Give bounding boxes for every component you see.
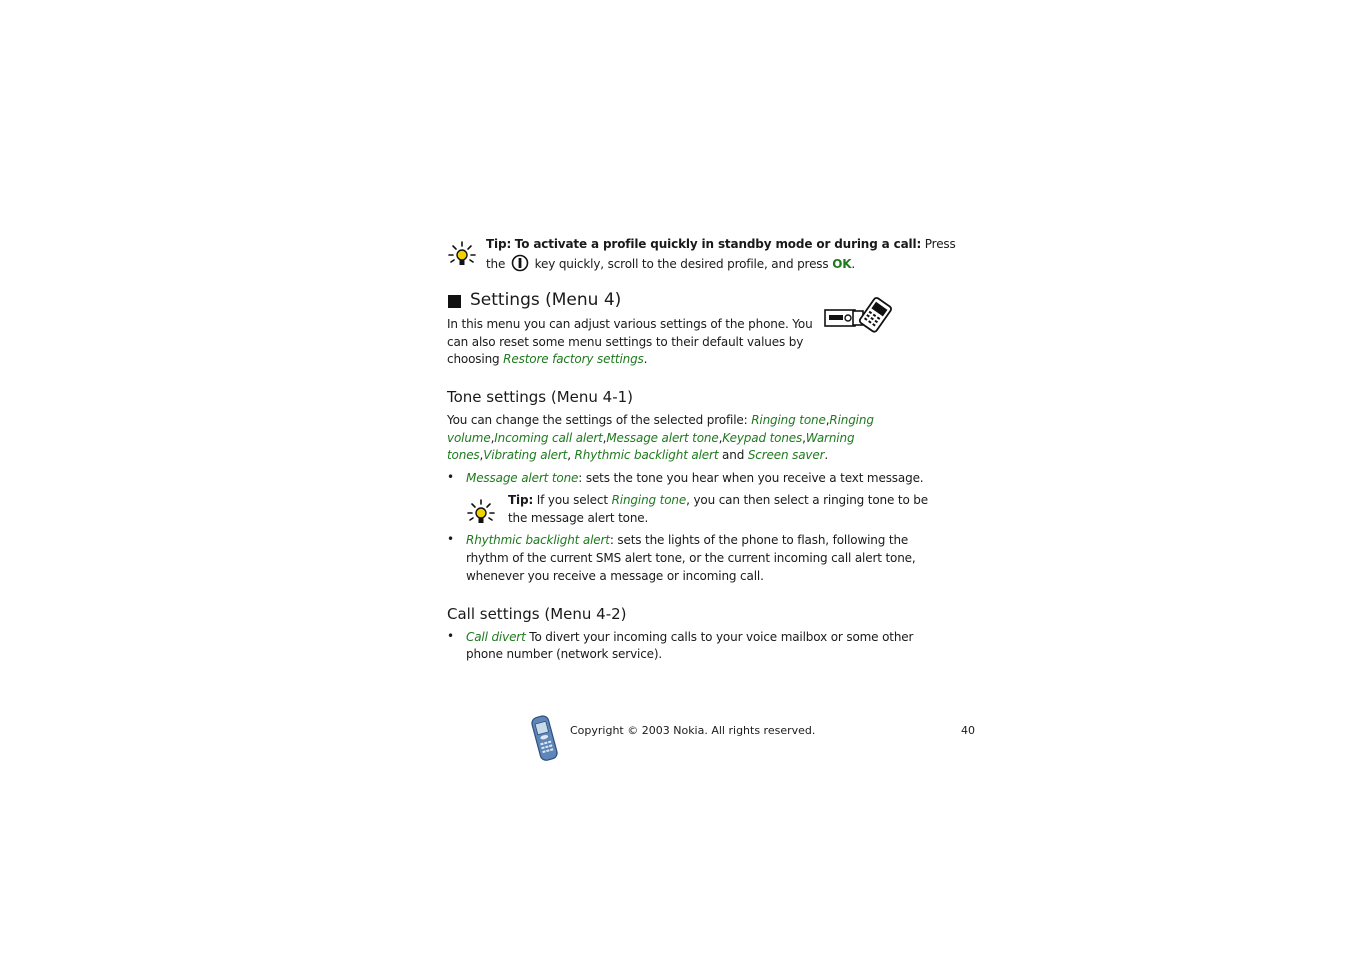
tip-1 <box>486 236 956 272</box>
list-item <box>466 532 916 588</box>
nokia-phone-icon <box>528 713 562 763</box>
list-item <box>466 470 924 488</box>
menu-term: Keypad tones <box>722 431 803 445</box>
tip-bold-text: To activate a profile quickly in standby mode or during a call: <box>514 237 922 251</box>
menu-term: Call divert <box>466 630 526 644</box>
menu-term: volume <box>447 431 491 445</box>
menu-term: tones <box>447 448 480 462</box>
menu-term: Ringing tone <box>751 413 826 427</box>
paragraph-text: and <box>718 448 748 462</box>
menu-term: Ringing <box>829 413 874 427</box>
menu-term: Ringing tone <box>611 493 687 507</box>
list-item <box>466 629 914 665</box>
list-item-text: whenever you receive a message or incoming call. <box>466 569 764 583</box>
menu-term: Message alert tone <box>606 431 719 445</box>
paragraph-text: , <box>825 413 830 427</box>
bullet-marker: • <box>447 532 454 546</box>
power-key-icon <box>511 254 529 278</box>
section-marker <box>448 295 461 308</box>
page-number: 40 <box>961 724 975 737</box>
tip-text: If you select <box>536 493 608 507</box>
list-item-text: : sets the lights of the phone to flash, following the <box>609 533 909 547</box>
list-item-text: rhythm of the current SMS alert tone, or the current incoming call alert tone, <box>466 551 916 565</box>
tip-text: the message alert tone. <box>508 511 649 525</box>
tip-text: the <box>486 257 506 271</box>
paragraph-line: can also reset some menu settings to their default values by <box>447 335 804 349</box>
menu-term: Screen saver <box>747 448 825 462</box>
paragraph-text: choosing <box>447 352 500 366</box>
settings-tools-icon <box>822 296 900 334</box>
paragraph-text: , <box>567 448 575 462</box>
tip-bulb-icon <box>447 240 477 270</box>
paragraph-text: . <box>643 352 648 366</box>
menu-term: Vibrating alert <box>483 448 568 462</box>
bullet-marker: • <box>447 629 454 643</box>
list-item-text: phone number (network service). <box>466 647 663 661</box>
menu-term: Rhythmic backlight alert <box>574 448 719 462</box>
menu-term: Warning <box>805 431 855 445</box>
menu-term: Incoming call alert <box>494 431 603 445</box>
tip-text: . <box>851 257 856 271</box>
subsection-heading: Call settings (Menu 4-2) <box>447 605 627 623</box>
menu-term: Rhythmic backlight alert <box>466 533 610 547</box>
list-item-text: : sets the tone you hear when you receive a text message. <box>578 471 924 485</box>
tip-2 <box>508 492 928 528</box>
paragraph-text: You can change the settings of the selected profile: <box>447 413 748 427</box>
tip-text: , you can then select a ringing tone to be <box>686 493 928 507</box>
footer-copyright: Copyright © 2003 Nokia. All rights reserved. <box>570 724 816 737</box>
list-item-text: To divert your incoming calls to your voice mailbox or some other <box>525 630 914 644</box>
tip-bulb-icon <box>466 498 496 528</box>
paragraph-text: . <box>824 448 829 462</box>
section-heading: Settings (Menu 4) <box>470 290 622 310</box>
bullet-marker: • <box>447 470 454 484</box>
tip-text: Press <box>924 237 956 251</box>
tip-text: key quickly, scroll to the desired profile, and press <box>534 257 829 271</box>
tip-label: Tip: <box>486 237 512 251</box>
ok-key-label: OK <box>832 257 852 271</box>
menu-term-restore-factory-settings: Restore factory settings <box>503 352 644 366</box>
paragraph-line: In this menu you can adjust various settings of the phone. You <box>447 317 813 331</box>
paragraph-text: , <box>602 431 607 445</box>
tip-label: Tip: <box>508 493 534 507</box>
menu-term: Message alert tone <box>466 471 579 485</box>
tone-intro <box>447 412 887 468</box>
paragraph-text: , <box>490 431 495 445</box>
paragraph-text: , <box>802 431 806 445</box>
paragraph-text: , <box>718 431 723 445</box>
settings-intro <box>447 316 813 372</box>
paragraph-text: , <box>479 448 484 462</box>
subsection-heading: Tone settings (Menu 4-1) <box>447 388 634 406</box>
